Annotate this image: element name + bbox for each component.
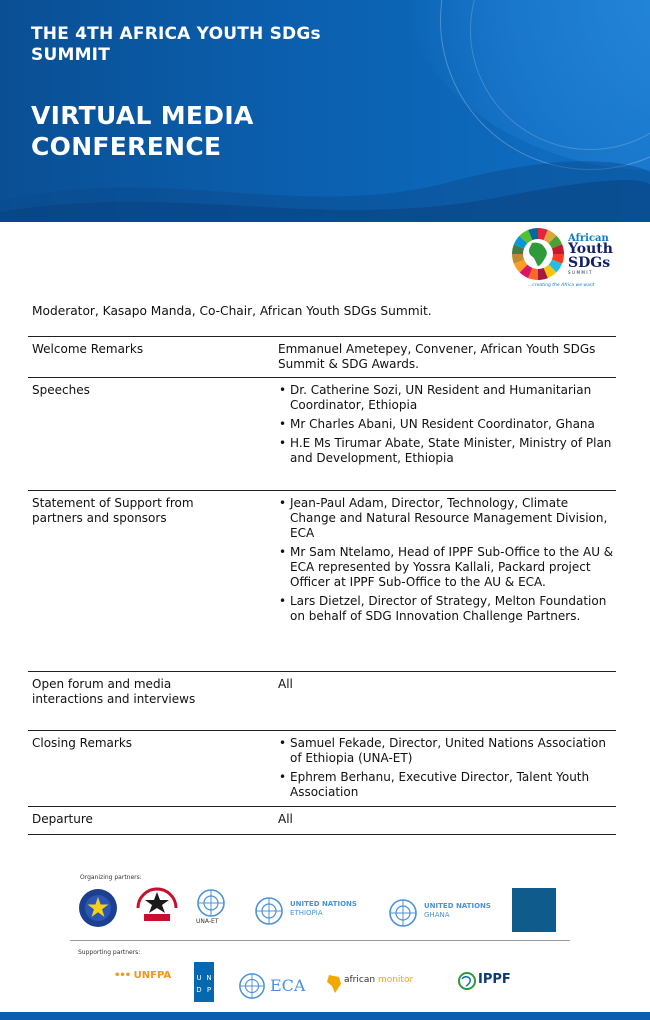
undp-letter: D [196,986,202,994]
unfpa-logo [114,970,171,981]
logo-text-summit: SUMMIT [568,270,593,275]
list-item: • Mr Charles Abani, UN Resident Coordinator, Ghana [278,417,616,432]
logo-tagline: ...creating the Africa we want [528,283,595,288]
youth-advocates-ghana-logo-icon [134,886,180,926]
ippf-label: IPPF [478,972,511,987]
undp-letter: N [206,974,212,982]
program-row-support [28,490,616,671]
un-ethiopia-label [290,900,357,918]
program-row-speeches [28,377,616,490]
list-item: • Dr. Catherine Sozi, UN Resident and Humanitarian Coordinator, Ethiopia [278,383,616,413]
list-item: • Mr Sam Ntelamo, Head of IPPF Sub-Office to the AU & ECA represented by Yossra Kallali, Packard project Officer at IPPF Sub-Office to the AU & ECA. [278,545,616,590]
ethiopia-emblem-icon [78,888,118,928]
partners-divider [70,940,570,941]
un-ghana-label [424,902,491,920]
program-label: Speeches [32,383,90,397]
unfpa-dots-icon: ••• [114,970,131,981]
program-label: Departure [32,812,93,826]
list-item: • Lars Dietzel, Director of Strategy, Melton Foundation on behalf of SDG Innovation Challenge Partners. [278,594,616,624]
unfpa-label: UNFPA [133,970,172,981]
list-item: • Jean-Paul Adam, Director, Technology, Climate Change and Natural Resource Management Division, ECA [278,496,616,541]
program-label: Welcome Remarks [32,342,144,356]
una-et-logo-icon [194,888,228,918]
summit-title: THE 4TH AFRICA YOUTH SDGs SUMMIT [31,24,321,65]
list-item: • Samuel Fekade, Director, United Nations Association of Ethiopia (UNA-ET) [278,736,616,766]
program-label: Statement of Support from partners and sponsors [32,496,194,525]
program-row-welcome [28,336,616,377]
list-item: • Ephrem Berhanu, Executive Director, Talent Youth Association [278,770,616,800]
logo-text-sdgs: SDGs [568,255,611,271]
supporting-caption: Supporting partners: [78,949,141,956]
eca-label: ECA [270,976,306,995]
program-label: Closing Remarks [32,736,133,750]
un-emblem-icon [254,896,284,926]
bottom-bar [0,1012,650,1020]
un-ghana-line2: GHANA [424,911,450,919]
un-ethiopia-line1: UNITED NATIONS [290,900,357,908]
un-emblem-icon [238,972,266,1000]
program-value: All [278,677,293,691]
african-monitor-icon [326,974,342,994]
program-row-open-forum [28,671,616,730]
program-value [278,491,616,671]
header-banner [0,0,650,222]
una-et-label: UNA-ET [196,918,219,925]
logo-text-youth-sdgs [568,242,613,270]
sdg-wheel-icon [510,226,566,282]
logo-text-african: African [568,233,609,244]
african-monitor-label [344,975,413,985]
un-ethiopia-line2: ETHIOPIA [290,909,323,917]
list-item: • H.E Ms Tirumar Abate, State Minister, Ministry of Plan and Development, Ethiopia [278,436,616,466]
program-label: Open forum and media interactions and interviews [32,677,196,706]
partners-section [64,870,584,1010]
program-value: All [278,812,293,826]
monitor-word: monitor [377,975,414,985]
conference-title: VIRTUAL MEDIA CONFERENCE [31,101,254,161]
summit-logo [510,226,620,292]
program-value: Emmanuel Ametepey, Convener, African Youth SDGs Summit & SDG Awards. [278,342,596,371]
undp-letter: P [206,986,212,994]
program-row-departure [28,806,616,835]
program-value [278,731,616,806]
undp-letter: U [196,974,202,982]
program-value [278,378,616,490]
african-word: african [344,975,376,985]
un-emblem-icon [388,898,418,928]
program-table [28,336,616,835]
ippf-globe-icon [458,972,476,990]
program-row-closing [28,730,616,806]
logo-text-youth: Youth [568,241,613,257]
moderator-line: Moderator, Kasapo Manda, Co-Chair, African Youth SDGs Summit. [32,304,432,318]
organizing-caption: Organizing partners: [80,874,142,881]
undp-logo [194,962,214,1002]
un-ghana-line1: UNITED NATIONS [424,902,491,910]
talent-youth-association-logo [512,888,556,932]
